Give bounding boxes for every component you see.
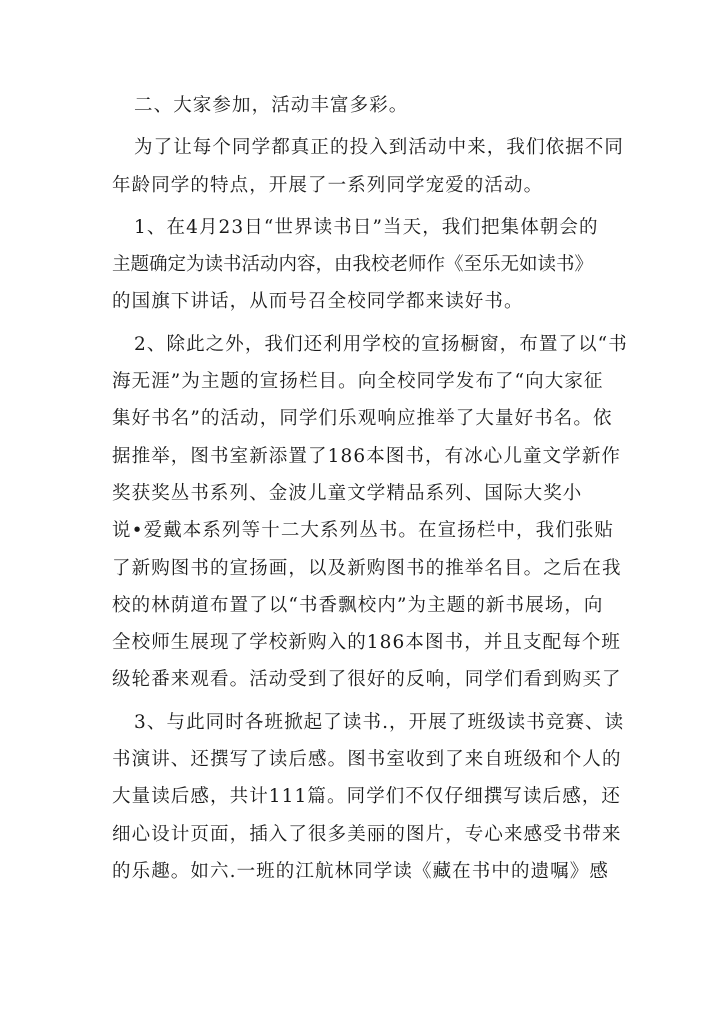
text-line: 级轮番来观看。活动受到了很好的反响，同学们看到购买了 [112,669,622,691]
paragraph-intro [112,129,625,204]
text-line: 了新购图书的宣扬画，以及新购图书的推举名目。之后在我 [112,557,622,579]
text-line: 集好书名”的活动，同学们乐观响应推举了大量好书名。依 [112,408,613,430]
text-line: 海无涯”为主题的宣扬栏目。向全校同学发布了“向大家征 [112,371,604,393]
text-line: 校的林荫道布置了以“书香飘校内”为主题的新书展场，向 [112,594,604,616]
text-line: 的乐趣。如六.一班的江航林同学读《藏在书中的遗嘱》感 [112,860,609,882]
text-line: 3、与此同时各班掀起了读书.，开展了班级读书竞赛、读 [134,711,625,733]
paragraph-item-2 [112,326,628,699]
text-line: 的国旗下讲话，从而号召全校同学都来读好书。 [112,291,524,313]
text-line: 2、除此之外，我们还利用学校的宣扬橱窗，布置了以“书 [134,333,628,355]
text-line: 细心设计页面，插入了很多美丽的图片，专心来感受书带来 [112,823,622,845]
paragraph-item-1 [112,209,612,321]
document-body [112,87,628,895]
text-line: 1、在4月23日“世界读书日”当天，我们把集体朝会的 [134,216,599,238]
text-line: 主题确定为读书活动内容，由我校老师作《至乐无如读书》 [112,254,594,276]
paragraph-section-heading [112,87,612,124]
text-line: 据推举，图书室新添置了186本图书，有冰心儿童文学新作 [112,445,622,467]
text-line: 二、大家参加，活动丰富多彩。 [134,95,409,116]
text-line: 年龄同学的特点，开展了一系列同学宠爱的活动。 [112,174,544,196]
text-line: 书演讲、还撰写了读后感。图书室收到了来自班级和个人的 [112,749,622,771]
paragraph-item-3 [112,704,625,890]
text-line: 为了让每个同学都真正的投入到活动中来，我们依据不同 [134,137,625,159]
text-line: 大量读后感，共计111篇。同学们不仅仔细撰写读后感，还 [112,786,622,808]
text-line: 奖获奖丛书系列、金波儿童文学精品系列、国际大奖小 [112,482,583,504]
text-line: 说•爱戴本系列等十二大系列丛书。在宣扬栏中，我们张贴 [112,520,615,542]
text-line: 全校师生展现了学校新购入的186本图书，并且支配每个班 [112,632,622,654]
